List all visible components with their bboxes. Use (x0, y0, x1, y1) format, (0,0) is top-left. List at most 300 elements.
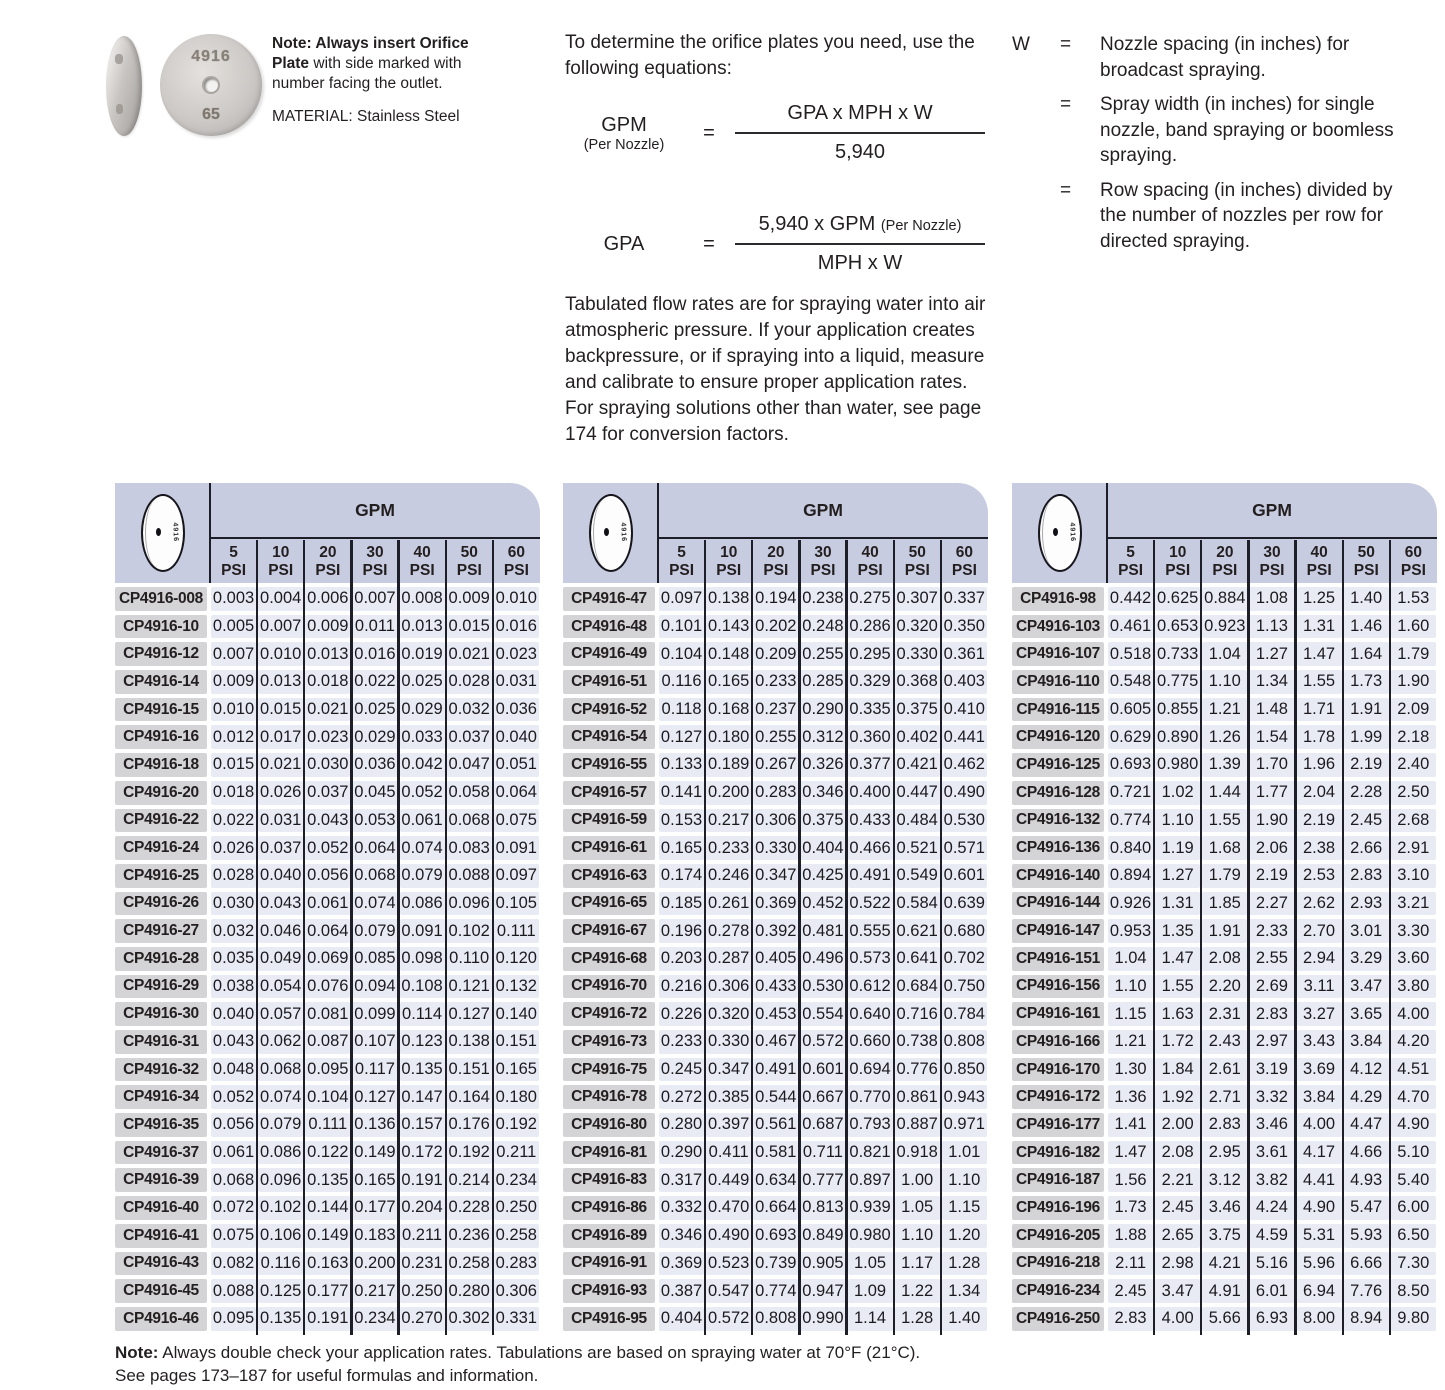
table-row (115, 753, 540, 781)
gpm-cell: 0.104 (305, 1085, 350, 1109)
model-cell: CP4916-43 (115, 1252, 207, 1276)
gpm-cell: 0.453 (753, 1002, 798, 1026)
gpm-cell: 0.165 (494, 1058, 539, 1082)
gpm-cell: 0.114 (400, 1002, 445, 1026)
column-divider-line (1342, 540, 1344, 1336)
gpm-cell: 0.011 (352, 615, 397, 639)
gpm-cell: 2.83 (1202, 1113, 1247, 1137)
gpm-cell: 0.295 (848, 642, 893, 666)
psi-column-header (399, 542, 446, 579)
flow-rate-table-1 (115, 483, 540, 1335)
gpm-cell: 0.369 (753, 892, 798, 916)
gpm-cell: 0.496 (800, 947, 845, 971)
gpm-cell: 0.278 (706, 919, 751, 943)
gpm-cell: 0.049 (258, 947, 303, 971)
gpm-cell: 0.484 (895, 809, 940, 833)
psi-unit: PSI (810, 561, 836, 579)
gpm-cell: 1.28 (895, 1307, 940, 1331)
gpm-cell: 0.231 (400, 1252, 445, 1276)
gpm-cell: 1.10 (942, 1168, 987, 1192)
gpm-cell: 0.200 (352, 1252, 397, 1276)
gpm-cell: 0.117 (352, 1058, 397, 1082)
gpm-cell: 0.687 (800, 1113, 845, 1137)
gpm-cell: 0.306 (494, 1279, 539, 1303)
gpm-cell: 0.043 (305, 809, 350, 833)
psi-column-header (304, 542, 351, 579)
gpm-cell: 1.10 (1202, 670, 1247, 694)
gpm-cell: 2.61 (1202, 1058, 1247, 1082)
psi-unit: PSI (716, 561, 742, 579)
model-cell: CP4916-41 (115, 1224, 207, 1248)
gpm-cell: 1.30 (1108, 1058, 1153, 1082)
gpm-cell: 0.032 (211, 919, 256, 943)
model-cell: CP4916-125 (1012, 753, 1104, 777)
psi-value: 10 (272, 544, 290, 561)
table-row (115, 947, 540, 975)
gpm-cell: 0.125 (258, 1279, 303, 1303)
gpm-cell: 0.164 (447, 1085, 492, 1109)
gpm-cell: 0.149 (305, 1224, 350, 1248)
psi-value: 50 (908, 544, 926, 561)
gpm-cell: 0.091 (494, 836, 539, 860)
gpm-cell: 0.165 (706, 670, 751, 694)
table-row (563, 1196, 988, 1224)
model-cell: CP4916-51 (563, 670, 655, 694)
psi-column-header (351, 542, 398, 579)
gpm-cell: 0.064 (352, 836, 397, 860)
gpm-cell: 0.209 (753, 642, 798, 666)
gpm-cell: 0.061 (400, 809, 445, 833)
table-row (1012, 587, 1437, 615)
gpm-cell: 2.20 (1202, 975, 1247, 999)
model-cell: CP4916-54 (563, 725, 655, 749)
gpm-cell: 0.133 (659, 753, 704, 777)
gpm-cell: 0.058 (447, 781, 492, 805)
gpm-cell: 0.261 (706, 892, 751, 916)
gpm-cell: 0.491 (753, 1058, 798, 1082)
gpm-cell: 0.203 (659, 947, 704, 971)
gpm-cell: 0.774 (1108, 809, 1153, 833)
table-row (115, 892, 540, 920)
gpm-cell: 0.572 (706, 1307, 751, 1331)
gpm-cell: 0.375 (895, 698, 940, 722)
gpm-cell: 1.63 (1155, 1002, 1200, 1026)
table-row (563, 615, 988, 643)
gpm-cell: 2.95 (1202, 1141, 1247, 1165)
equals-sign: = (1060, 34, 1072, 55)
model-cell: CP4916-115 (1012, 698, 1104, 722)
gpm-cell: 3.10 (1391, 864, 1436, 888)
gpm-cell: 1.27 (1155, 864, 1200, 888)
gpm-cell: 4.00 (1297, 1113, 1342, 1137)
gpm-cell: 3.01 (1344, 919, 1389, 943)
psi-unit: PSI (1306, 561, 1332, 579)
gpm-cell: 0.584 (895, 892, 940, 916)
table-row (1012, 975, 1437, 1003)
model-cell: CP4916-25 (115, 864, 207, 888)
gpm-cell: 1.14 (848, 1307, 893, 1331)
gpm-cell: 0.189 (706, 753, 751, 777)
table-row (1012, 725, 1437, 753)
gpm-cell: 0.086 (400, 892, 445, 916)
gpm-cell: 0.466 (848, 836, 893, 860)
gpm-cell: 0.884 (1202, 587, 1247, 611)
gpm-cell: 0.028 (447, 670, 492, 694)
table-row (115, 1279, 540, 1307)
gpm-cell: 0.023 (305, 725, 350, 749)
table-row (1012, 1168, 1437, 1196)
gpm-cell: 3.12 (1202, 1168, 1247, 1192)
gpm-cell: 0.036 (494, 698, 539, 722)
footer-bold: Note: (115, 1343, 159, 1362)
table-row (115, 670, 540, 698)
gpm-cell: 3.30 (1391, 919, 1436, 943)
gpm-cell: 0.191 (400, 1168, 445, 1192)
gpm-cell: 0.057 (258, 1002, 303, 1026)
gpm-cell: 0.808 (942, 1030, 987, 1054)
gpm-cell: 1.04 (1108, 947, 1153, 971)
table-row (115, 1085, 540, 1113)
gpm-cell: 1.91 (1344, 698, 1389, 722)
gpm-cell: 0.177 (352, 1196, 397, 1220)
gpm-cell: 0.234 (352, 1307, 397, 1331)
gpm-cell: 0.108 (400, 975, 445, 999)
gpm-cell: 0.770 (848, 1085, 893, 1109)
psi-column-header (257, 542, 304, 579)
equations-column (565, 30, 995, 445)
gpm-cell: 0.010 (211, 698, 256, 722)
table-row (115, 1141, 540, 1169)
gpm-cell: 0.037 (447, 725, 492, 749)
gpm-cell: 2.83 (1108, 1307, 1153, 1331)
gpm-cell: 0.087 (305, 1030, 350, 1054)
gpm-cell: 0.054 (258, 975, 303, 999)
gpm-cell: 0.074 (352, 892, 397, 916)
column-divider-line (1153, 540, 1155, 1336)
gpm-cell: 0.346 (800, 781, 845, 805)
flow-rates-note: Tabulated flow rates are for spraying water into air atmospheric pressure. If your application creates backpressure, or if spraying into a liquid, measure and calibrate to ensure proper application rates. For spraying solutions other than water, see page 174 for conversion factors. (565, 294, 986, 445)
gpm-underline (210, 537, 540, 539)
gpm-cell: 0.521 (895, 836, 940, 860)
gpm-cell: 0.211 (494, 1141, 539, 1165)
model-cell: CP4916-89 (563, 1224, 655, 1248)
gpm-cell: 0.776 (895, 1058, 940, 1082)
gpm-cell: 2.19 (1344, 753, 1389, 777)
gpm-cell: 4.00 (1391, 1002, 1436, 1026)
per-nozzle-label: (Per Nozzle) (583, 136, 665, 153)
table-row (1012, 1279, 1437, 1307)
equals-sign: = (1060, 179, 1072, 201)
model-cell: CP4916-68 (563, 947, 655, 971)
gpm-cell: 3.65 (1344, 1002, 1389, 1026)
gpm-cell: 0.490 (706, 1224, 751, 1248)
model-cell: CP4916-65 (563, 892, 655, 916)
model-cell: CP4916-151 (1012, 947, 1104, 971)
gpm-cell: 0.255 (753, 725, 798, 749)
gpm-cell: 0.061 (305, 892, 350, 916)
gpm-cell: 0.330 (895, 642, 940, 666)
table-row (115, 615, 540, 643)
gpm-cell: 0.601 (800, 1058, 845, 1082)
psi-value: 40 (861, 544, 879, 561)
gpm-cell: 0.191 (305, 1307, 350, 1331)
model-cell: CP4916-156 (1012, 975, 1104, 999)
column-divider-line (492, 540, 494, 1336)
gpm-cell: 0.246 (706, 864, 751, 888)
gpm-cell: 0.192 (494, 1113, 539, 1137)
column-divider-line (893, 540, 895, 1336)
gpm-cell: 0.025 (400, 670, 445, 694)
model-cell: CP4916-45 (115, 1279, 207, 1303)
gpm-cell: 0.947 (800, 1279, 845, 1303)
table-row (563, 1224, 988, 1252)
psi-value: 60 (507, 544, 526, 561)
gpm-cell: 0.200 (706, 781, 751, 805)
column-divider-line (1200, 540, 1202, 1336)
gpm-cell: 4.90 (1297, 1196, 1342, 1220)
psi-column-header (705, 542, 752, 579)
table-row (1012, 615, 1437, 643)
gpm-cell: 0.196 (659, 919, 704, 943)
gpm-cell: 0.088 (211, 1279, 256, 1303)
gpm-cell: 0.641 (895, 947, 940, 971)
gpm-cell: 0.088 (447, 864, 492, 888)
psi-value: 60 (1404, 544, 1423, 561)
gpm-cell: 0.127 (659, 725, 704, 749)
gpm-cell: 0.032 (447, 698, 492, 722)
gpm-cell: 0.140 (494, 1002, 539, 1026)
gpm-cell: 0.102 (447, 919, 492, 943)
gpm-cell: 0.320 (706, 1002, 751, 1026)
gpm-cell: 1.68 (1202, 836, 1247, 860)
gpm-cell: 0.046 (258, 919, 303, 943)
model-cell: CP4916-15 (115, 698, 207, 722)
model-cell: CP4916-95 (563, 1307, 655, 1331)
gpm-cell: 0.009 (211, 670, 256, 694)
gpm-cell: 0.095 (305, 1058, 350, 1082)
gpm-underline (1107, 537, 1437, 539)
plate-hole-icon (156, 528, 161, 536)
table-row (1012, 1030, 1437, 1058)
model-cell: CP4916-61 (563, 836, 655, 860)
psi-column-header (752, 542, 799, 579)
gpm-cell: 6.01 (1249, 1279, 1294, 1303)
gpm-cell: 1.79 (1391, 642, 1436, 666)
gpm-cell: 0.138 (706, 587, 751, 611)
gpm-cell: 2.45 (1108, 1279, 1153, 1303)
model-cell: CP4916-182 (1012, 1141, 1104, 1165)
gpa-numerator-note: (Per Nozzle) (880, 218, 962, 234)
gpm-cell: 0.716 (895, 1002, 940, 1026)
gpm-cell: 0.634 (753, 1168, 798, 1192)
gpm-cell: 0.105 (494, 892, 539, 916)
gpm-cell: 0.009 (447, 587, 492, 611)
gpm-cell: 0.029 (400, 698, 445, 722)
gpm-cell: 1.70 (1249, 753, 1294, 777)
gpm-cell: 0.040 (258, 864, 303, 888)
gpm-fraction (735, 102, 985, 164)
gpm-cell: 0.234 (494, 1168, 539, 1192)
table-row (563, 587, 988, 615)
gpm-cell: 0.404 (659, 1307, 704, 1331)
plate-hole-icon (604, 528, 609, 536)
table-row (1012, 1224, 1437, 1252)
table-row (563, 1252, 988, 1280)
gpm-cell: 1.36 (1108, 1085, 1153, 1109)
gpm-cell: 0.053 (352, 809, 397, 833)
gpm-cell: 0.052 (211, 1085, 256, 1109)
psi-value: 20 (767, 544, 785, 561)
gpm-cell: 6.00 (1391, 1196, 1436, 1220)
psi-unit: PSI (315, 561, 341, 579)
gpm-cell: 0.667 (800, 1085, 845, 1109)
gpm-cell: 0.064 (494, 781, 539, 805)
gpm-cell: 1.48 (1249, 698, 1294, 722)
gpm-cell: 0.621 (895, 919, 940, 943)
gpm-cell: 0.005 (211, 615, 256, 639)
gpm-cell: 0.739 (753, 1252, 798, 1276)
gpm-cell: 0.123 (400, 1030, 445, 1054)
gpm-cell: 1.27 (1249, 642, 1294, 666)
w-symbol: W (1012, 34, 1030, 55)
gpm-cell: 5.31 (1297, 1224, 1342, 1248)
gpm-cell: 2.97 (1249, 1030, 1294, 1054)
gpm-cell: 0.733 (1155, 642, 1200, 666)
gpm-cell: 2.71 (1202, 1085, 1247, 1109)
gpm-cell: 0.013 (305, 642, 350, 666)
gpm-cell: 1.92 (1155, 1085, 1200, 1109)
gpm-cell: 5.96 (1297, 1252, 1342, 1276)
gpm-cell: 0.052 (400, 781, 445, 805)
model-cell: CP4916-70 (563, 975, 655, 999)
footer-line-1 (115, 1341, 1015, 1364)
table-row (563, 725, 988, 753)
gpm-cell: 0.238 (800, 587, 845, 611)
gpm-cell: 0.102 (258, 1196, 303, 1220)
table-row (563, 1058, 988, 1086)
gpm-cell: 0.544 (753, 1085, 798, 1109)
gpm-cell: 0.163 (305, 1252, 350, 1276)
model-cell: CP4916-28 (115, 947, 207, 971)
gpm-cell: 2.33 (1249, 919, 1294, 943)
table-row (1012, 836, 1437, 864)
gpm-cell: 0.010 (258, 642, 303, 666)
model-cell: CP4916-110 (1012, 670, 1104, 694)
gpm-cell: 1.34 (1249, 670, 1294, 694)
gpm-cell: 6.50 (1391, 1224, 1436, 1248)
gpm-cell: 4.21 (1202, 1252, 1247, 1276)
gpm-cell: 0.009 (305, 615, 350, 639)
gpm-cell: 1.05 (848, 1252, 893, 1276)
gpm-cell: 0.099 (352, 1002, 397, 1026)
table-row (563, 1002, 988, 1030)
gpm-cell: 0.943 (942, 1085, 987, 1109)
gpm-cell: 0.490 (942, 781, 987, 805)
gpm-cell: 0.612 (848, 975, 893, 999)
table-row (115, 1030, 540, 1058)
gpm-cell: 0.793 (848, 1113, 893, 1137)
gpm-cell: 0.425 (800, 864, 845, 888)
gpm-cell: 0.236 (447, 1224, 492, 1248)
gpm-cell: 0.639 (942, 892, 987, 916)
gpm-cell: 2.28 (1344, 781, 1389, 805)
table-row (1012, 1002, 1437, 1030)
gpm-cell: 6.94 (1297, 1279, 1342, 1303)
gpm-cell: 0.136 (352, 1113, 397, 1137)
gpm-cell: 0.491 (848, 864, 893, 888)
gpm-cell: 0.018 (211, 781, 256, 805)
table-row (115, 809, 540, 837)
gpm-cell: 0.397 (706, 1113, 751, 1137)
gpm-cell: 0.216 (659, 975, 704, 999)
table-row (563, 1141, 988, 1169)
gpm-cell: 0.151 (494, 1030, 539, 1054)
footer-rest: Always double check your application rates. Tabulations are based on spraying water at 70°F (21°C). (158, 1343, 921, 1362)
gpm-cell: 0.042 (400, 753, 445, 777)
gpm-cell: 5.10 (1391, 1141, 1436, 1165)
model-cell: CP4916-29 (115, 975, 207, 999)
table-row (563, 864, 988, 892)
gpm-cell: 0.037 (258, 836, 303, 860)
gpm-cell: 0.581 (753, 1141, 798, 1165)
gpm-cell: 1.56 (1108, 1168, 1153, 1192)
gpm-cell: 1.26 (1202, 725, 1247, 749)
gpm-cell: 0.147 (400, 1085, 445, 1109)
model-cell: CP4916-39 (115, 1168, 207, 1192)
gpm-cell: 8.50 (1391, 1279, 1436, 1303)
gpm-cell: 0.813 (800, 1196, 845, 1220)
gpm-cell: 4.66 (1344, 1141, 1389, 1165)
table-row (563, 753, 988, 781)
gpm-cell: 9.80 (1391, 1307, 1436, 1331)
model-cell: CP4916-18 (115, 753, 207, 777)
gpm-cell: 0.006 (305, 587, 350, 611)
gpm-cell: 0.317 (659, 1168, 704, 1192)
gpm-cell: 0.097 (659, 587, 704, 611)
gpm-cell: 2.27 (1249, 892, 1294, 916)
gpm-cell: 0.433 (753, 975, 798, 999)
plate-side-view (106, 36, 142, 136)
table-body (115, 587, 540, 1335)
gpm-cell: 0.368 (895, 670, 940, 694)
gpm-cell: 0.056 (211, 1113, 256, 1137)
gpm-cell: 0.025 (352, 698, 397, 722)
plate-number: 4916 (1068, 522, 1077, 543)
model-cell: CP4916-172 (1012, 1085, 1104, 1109)
gpm-cell: 1.10 (1108, 975, 1153, 999)
psi-column-header (847, 542, 894, 579)
model-cell: CP4916-12 (115, 642, 207, 666)
gpm-cell: 3.47 (1155, 1279, 1200, 1303)
gpm-cell: 1.99 (1344, 725, 1389, 749)
gpm-cell: 1.09 (848, 1279, 893, 1303)
psi-unit: PSI (763, 561, 789, 579)
model-cell: CP4916-205 (1012, 1224, 1104, 1248)
table-row (1012, 670, 1437, 698)
gpm-cell: 1.20 (942, 1224, 987, 1248)
psi-unit: PSI (362, 561, 388, 579)
gpm-cell: 4.00 (1155, 1307, 1200, 1331)
gpm-cell: 0.007 (352, 587, 397, 611)
gpm-cell: 0.015 (211, 753, 256, 777)
gpm-cell: 0.021 (305, 698, 350, 722)
table-row (563, 1030, 988, 1058)
gpm-cell: 0.148 (706, 642, 751, 666)
gpm-cell: 3.82 (1249, 1168, 1294, 1192)
gpm-cell: 0.204 (400, 1196, 445, 1220)
gpm-cell: 1.46 (1344, 615, 1389, 639)
gpm-cell: 0.072 (211, 1196, 256, 1220)
